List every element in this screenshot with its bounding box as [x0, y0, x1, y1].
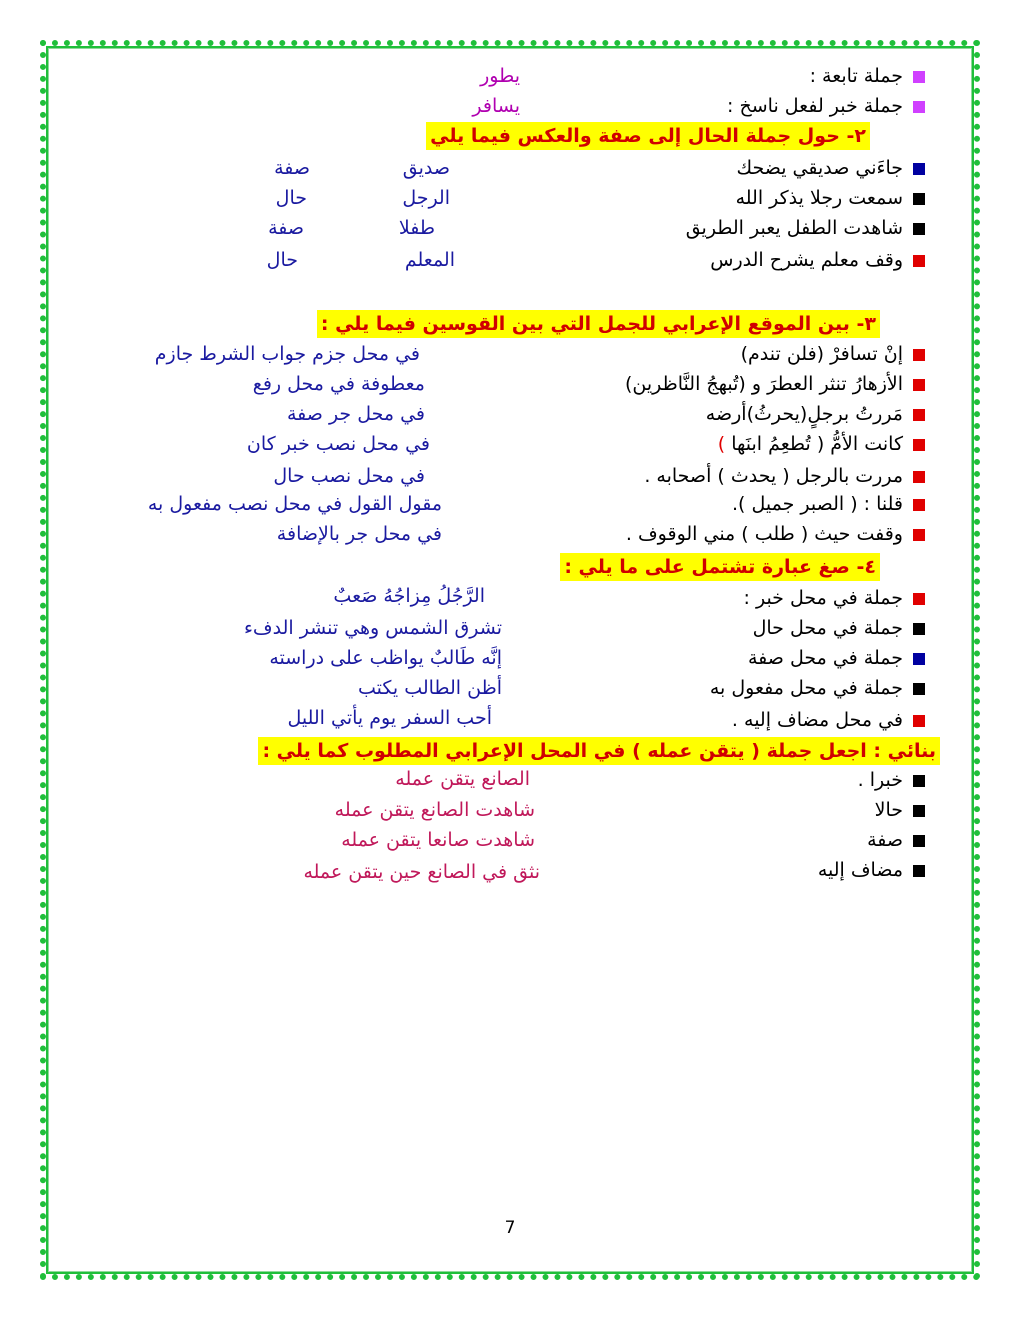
bullet-icon	[913, 163, 925, 175]
item-answer: إنَّه طَالبٌ يواظب على دراسته	[269, 647, 502, 669]
item-answer: تشرق الشمس وهي تنشر الدفء	[243, 617, 502, 639]
list-item	[736, 154, 925, 182]
item-answer: في محل جزم جواب الشرط جازم	[154, 343, 420, 365]
item-label: جملة في محل صفة	[747, 647, 903, 669]
item-label: جملة في محل حال	[752, 617, 903, 639]
item-label: مضاف إليه	[817, 859, 903, 881]
item-answer: الرَّجُلُ مِزاجُهُ صَعبٌ	[333, 585, 485, 607]
item-sentence: قلنا : ( الصبر جميل ).	[732, 493, 903, 515]
section-heading: بنائي : اجعل جملة ( يتقن عمله ) في المحل الإعرابي المطلوب كما يلي :	[258, 737, 940, 765]
item-answer: في محل نصب خبر كان	[246, 433, 430, 455]
bullet-icon	[913, 223, 925, 235]
list-item	[744, 584, 925, 612]
bullet-icon	[913, 349, 925, 361]
bullet-icon	[913, 255, 925, 267]
item-noun: طفلا	[398, 217, 435, 239]
item-type: حال	[275, 187, 307, 209]
bullet-icon	[913, 593, 925, 605]
bullet-icon	[913, 379, 925, 391]
page-number: 7	[504, 1218, 516, 1238]
item-sentence: وقف معلم يشرح الدرس	[710, 249, 903, 271]
item-noun: صديق	[402, 157, 450, 179]
item-label: جملة تابعة :	[809, 65, 903, 87]
bullet-icon	[913, 865, 925, 877]
list-item	[732, 490, 925, 518]
bullet-icon	[913, 471, 925, 483]
item-answer: في محل جر بالإضافة	[276, 523, 442, 545]
item-answer: في محل جر صفة	[286, 403, 425, 425]
bullet-icon	[913, 683, 925, 695]
item-answer: معطوفة في محل رفع	[252, 373, 425, 395]
closing-paren: )	[717, 433, 726, 455]
section-heading: ٢- حول جملة الحال إلى صفة والعكس فيما يلي	[426, 122, 870, 150]
list-item	[626, 520, 925, 548]
item-label: جملة في محل مفعول به	[709, 677, 903, 699]
item-answer: شاهدت الصانع يتقن عمله	[334, 799, 535, 821]
item-sentence: إنْ تسافرْ (فلن تندم)	[740, 343, 903, 365]
item-label: صفة	[867, 829, 903, 851]
list-item	[644, 462, 925, 490]
list-item	[710, 246, 925, 274]
list-item	[625, 370, 925, 398]
bullet-icon	[913, 499, 925, 511]
bullet-icon	[913, 101, 925, 113]
item-sentence: جاءَني صديقي يضحك	[736, 157, 903, 179]
bullet-icon	[913, 71, 925, 83]
item-sentence: كانت الأمُّ ( تُطعِمُ ابنَها	[725, 433, 903, 455]
bullet-icon	[913, 835, 925, 847]
list-item	[753, 614, 925, 642]
list-item	[810, 62, 925, 90]
item-label: جملة خبر لفعل ناسخ :	[727, 95, 903, 117]
list-item	[718, 430, 925, 458]
list-item	[732, 706, 925, 734]
item-type: حال	[266, 249, 298, 271]
item-answer: مقول القول في محل نصب مفعول به	[147, 493, 442, 515]
item-answer: الصانع يتقن عمله	[395, 768, 530, 790]
list-item	[818, 856, 925, 884]
item-label: خبرا .	[857, 769, 903, 791]
bullet-icon	[913, 715, 925, 727]
list-item	[727, 92, 925, 120]
item-label: جملة في محل خبر :	[743, 587, 903, 609]
list-item	[686, 214, 925, 242]
item-type: صفة	[274, 157, 310, 179]
item-answer: يطور	[480, 65, 520, 87]
item-sentence: الأزهارُ تنثر العطرَ و (تُبهجُ النَّاظرين)	[624, 373, 903, 395]
list-item	[706, 400, 925, 428]
item-sentence: شاهدت الطفل يعبر الطريق	[685, 217, 903, 239]
bullet-icon	[913, 623, 925, 635]
item-sentence: مررت بالرجل ( يحدث ) أصحابه .	[644, 465, 903, 487]
list-item	[867, 826, 925, 854]
bullet-icon	[913, 529, 925, 541]
list-item	[748, 644, 925, 672]
item-sentence: وقفت حيث ( طلب ) مني الوقوف .	[625, 523, 903, 545]
bullet-icon	[913, 775, 925, 787]
bullet-icon	[913, 439, 925, 451]
bullet-icon	[913, 193, 925, 205]
list-item	[736, 184, 925, 212]
item-label: في محل مضاف إليه .	[731, 709, 903, 731]
list-item	[858, 766, 925, 794]
item-label: حالا	[874, 799, 903, 821]
item-answer: في محل نصب حال	[273, 465, 425, 487]
list-item	[741, 340, 925, 368]
item-answer: أحب السفر يوم يأتي الليل	[287, 707, 492, 729]
list-item	[875, 796, 925, 824]
item-type: صفة	[268, 217, 304, 239]
list-item	[710, 674, 925, 702]
section-heading: ٤- صغ عبارة تشتمل على ما يلي :	[560, 553, 880, 581]
item-answer: نثق في الصانع حين يتقن عمله	[303, 861, 540, 883]
item-noun: الرجل	[402, 187, 450, 209]
item-sentence: سمعت رجلا يذكر الله	[735, 187, 903, 209]
item-sentence: مَررتُ برجلٍ(يحرثُ)أرضه	[705, 403, 903, 425]
item-answer: أظن الطالب يكتب	[357, 677, 502, 699]
bullet-icon	[913, 805, 925, 817]
bullet-icon	[913, 409, 925, 421]
section-heading: ٣- بين الموقع الإعرابي للجمل التي بين القوسين فيما يلي :	[317, 310, 880, 338]
bullet-icon	[913, 653, 925, 665]
item-noun: المعلم	[404, 249, 455, 271]
item-answer: شاهدت صانعا يتقن عمله	[341, 829, 535, 851]
item-answer: يسافر	[472, 95, 520, 117]
